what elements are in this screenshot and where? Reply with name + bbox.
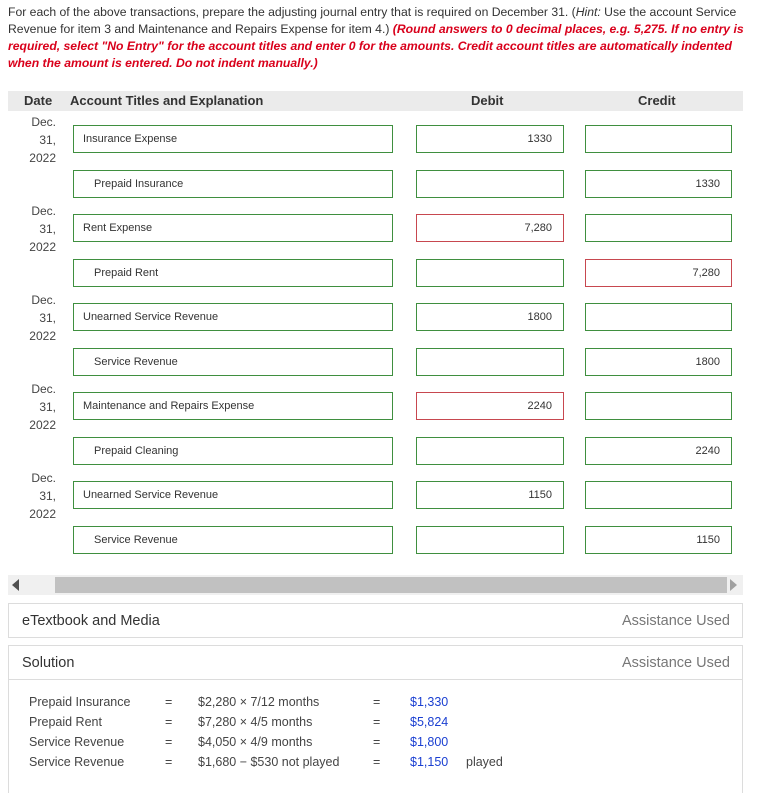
solution-result: $1,330 <box>410 695 449 709</box>
credit-amount-input[interactable] <box>585 214 732 242</box>
header-date: Date <box>24 93 53 108</box>
entry-date <box>8 469 56 523</box>
debit-amount-input[interactable] <box>416 526 564 554</box>
debit-account-select-value: Unearned Service Revenue <box>83 311 219 323</box>
entry-date-line: 31, <box>39 222 56 236</box>
debit-amount-input[interactable] <box>416 348 564 376</box>
solution-formula: $7,280 × 4/5 months <box>198 715 313 729</box>
entry-date-line: Dec. <box>31 115 56 129</box>
entry-date-line: 2022 <box>29 507 56 521</box>
etextbook-title[interactable]: eTextbook and Media <box>22 613 160 629</box>
credit-account-select[interactable] <box>73 170 393 198</box>
debit-amount-input[interactable] <box>416 392 564 420</box>
solution-eq1: = <box>165 715 173 729</box>
header-credit: Credit <box>638 93 676 108</box>
credit-amount-input[interactable] <box>585 481 732 509</box>
debit-amount-input-value: 7,280 <box>524 222 552 234</box>
solution-assistance: Assistance Used <box>622 655 730 671</box>
solution-eq2: = <box>373 735 381 749</box>
credit-account-select[interactable] <box>73 259 393 287</box>
entry-date-line: 31, <box>39 311 56 325</box>
instructions <box>8 4 756 72</box>
credit-amount-input[interactable] <box>585 348 732 376</box>
credit-amount-input-value: 2240 <box>695 444 720 457</box>
solution-panel-header[interactable] <box>9 646 742 680</box>
debit-account-select-value: Rent Expense <box>83 222 153 234</box>
debit-amount-input[interactable] <box>416 170 564 198</box>
etextbook-assistance: Assistance Used <box>622 613 730 629</box>
debit-amount-input-value: 1330 <box>527 133 552 145</box>
etextbook-panel[interactable] <box>8 603 743 638</box>
debit-account-select[interactable] <box>73 392 393 420</box>
entry-date-line: 2022 <box>29 151 56 165</box>
solution-eq1: = <box>165 695 173 709</box>
entry-date-line: 31, <box>39 400 56 414</box>
debit-amount-input-value: 1150 <box>528 489 552 501</box>
solution-note: played <box>466 755 503 769</box>
credit-account-select-value: Service Revenue <box>94 355 178 368</box>
solution-eq2: = <box>373 695 381 709</box>
debit-amount-input[interactable] <box>416 214 564 242</box>
credit-account-select-value: Prepaid Rent <box>94 266 159 279</box>
solution-label: Prepaid Rent <box>29 715 102 729</box>
solution-result: $1,150 <box>410 755 449 769</box>
credit-amount-input[interactable] <box>585 526 732 554</box>
horizontal-scrollbar[interactable] <box>8 575 743 595</box>
debit-amount-input[interactable] <box>416 437 564 465</box>
credit-amount-input[interactable] <box>585 392 732 420</box>
debit-amount-input[interactable] <box>416 303 564 331</box>
instructions-text-2: Use the account Service Revenue for item 3 and Maintenance and Repairs Expense for item 4.) <box>8 5 737 36</box>
entry-date-line: 31, <box>39 489 56 503</box>
solution-formula: $4,050 × 4/9 months <box>198 735 313 749</box>
debit-account-select-value: Insurance Expense <box>83 133 178 145</box>
entry-date-line: 31, <box>39 133 56 147</box>
debit-account-select-value: Maintenance and Repairs Expense <box>83 400 255 412</box>
entry-date <box>8 291 56 345</box>
solution-label: Service Revenue <box>29 755 125 769</box>
instructions-red-text: (Round answers to 0 decimal places, e.g. 5,275. If no entry is required, select "No Entry" for the account titles and enter 0 for the amounts. Credit account titles are automatically indented when the amount is entered. Do not indent manually.) <box>8 22 744 70</box>
solution-eq1: = <box>165 755 173 769</box>
debit-amount-input[interactable] <box>416 481 564 509</box>
debit-account-select-value: Unearned Service Revenue <box>83 489 219 501</box>
entry-date <box>8 113 56 167</box>
solution-formula: $1,680 − $530 not played <box>198 755 340 769</box>
credit-account-select-value: Service Revenue <box>94 533 178 546</box>
solution-label: Service Revenue <box>29 735 125 749</box>
credit-account-select-value: Prepaid Cleaning <box>94 444 179 457</box>
credit-amount-input-value: 1800 <box>695 355 720 368</box>
credit-amount-input[interactable] <box>585 170 732 198</box>
credit-amount-input[interactable] <box>585 125 732 153</box>
solution-title[interactable]: Solution <box>22 655 75 671</box>
entry-date-line: 2022 <box>29 240 56 254</box>
solution-label: Prepaid Insurance <box>29 695 131 709</box>
scrollbar-thumb[interactable] <box>55 577 727 593</box>
credit-amount-input-value: 1150 <box>696 533 720 546</box>
header-debit: Debit <box>471 93 504 108</box>
solution-formula: $2,280 × 7/12 months <box>198 695 320 709</box>
entry-date-line: Dec. <box>31 382 56 396</box>
debit-amount-input-value: 1800 <box>527 311 552 323</box>
scroll-left-arrow-icon[interactable] <box>12 579 19 591</box>
debit-amount-input[interactable] <box>416 125 564 153</box>
credit-amount-input-value: 7,280 <box>692 266 720 279</box>
debit-account-select[interactable] <box>73 303 393 331</box>
solution-eq2: = <box>373 715 381 729</box>
debit-account-select[interactable] <box>73 214 393 242</box>
solution-eq2: = <box>373 755 381 769</box>
debit-amount-input[interactable] <box>416 259 564 287</box>
entry-date-line: Dec. <box>31 204 56 218</box>
journal-table-header <box>8 91 743 111</box>
debit-amount-input-value: 2240 <box>527 400 552 412</box>
credit-account-select[interactable] <box>73 526 393 554</box>
entry-date-line: Dec. <box>31 471 56 485</box>
solution-eq1: = <box>165 735 173 749</box>
entry-date <box>8 380 56 434</box>
entry-date-line: 2022 <box>29 418 56 432</box>
header-account-titles: Account Titles and Explanation <box>70 93 264 108</box>
entry-date-line: Dec. <box>31 293 56 307</box>
credit-amount-input-value: 1330 <box>695 177 720 190</box>
credit-account-select[interactable] <box>73 348 393 376</box>
entry-date <box>8 202 56 256</box>
debit-account-select[interactable] <box>73 481 393 509</box>
credit-account-select[interactable] <box>73 437 393 465</box>
debit-account-select[interactable] <box>73 125 393 153</box>
credit-amount-input[interactable] <box>585 259 732 287</box>
credit-amount-input[interactable] <box>585 303 732 331</box>
instructions-hint-label: Hint: <box>575 5 601 19</box>
credit-account-select-value: Prepaid Insurance <box>94 177 184 190</box>
solution-result: $1,800 <box>410 735 449 749</box>
instructions-text-1: For each of the above transactions, prepare the adjusting journal entry that is required on December 31. ( <box>8 5 576 19</box>
entry-date-line: 2022 <box>29 329 56 343</box>
scroll-right-arrow-icon[interactable] <box>730 579 737 591</box>
solution-result: $5,824 <box>410 715 449 729</box>
credit-amount-input[interactable] <box>585 437 732 465</box>
